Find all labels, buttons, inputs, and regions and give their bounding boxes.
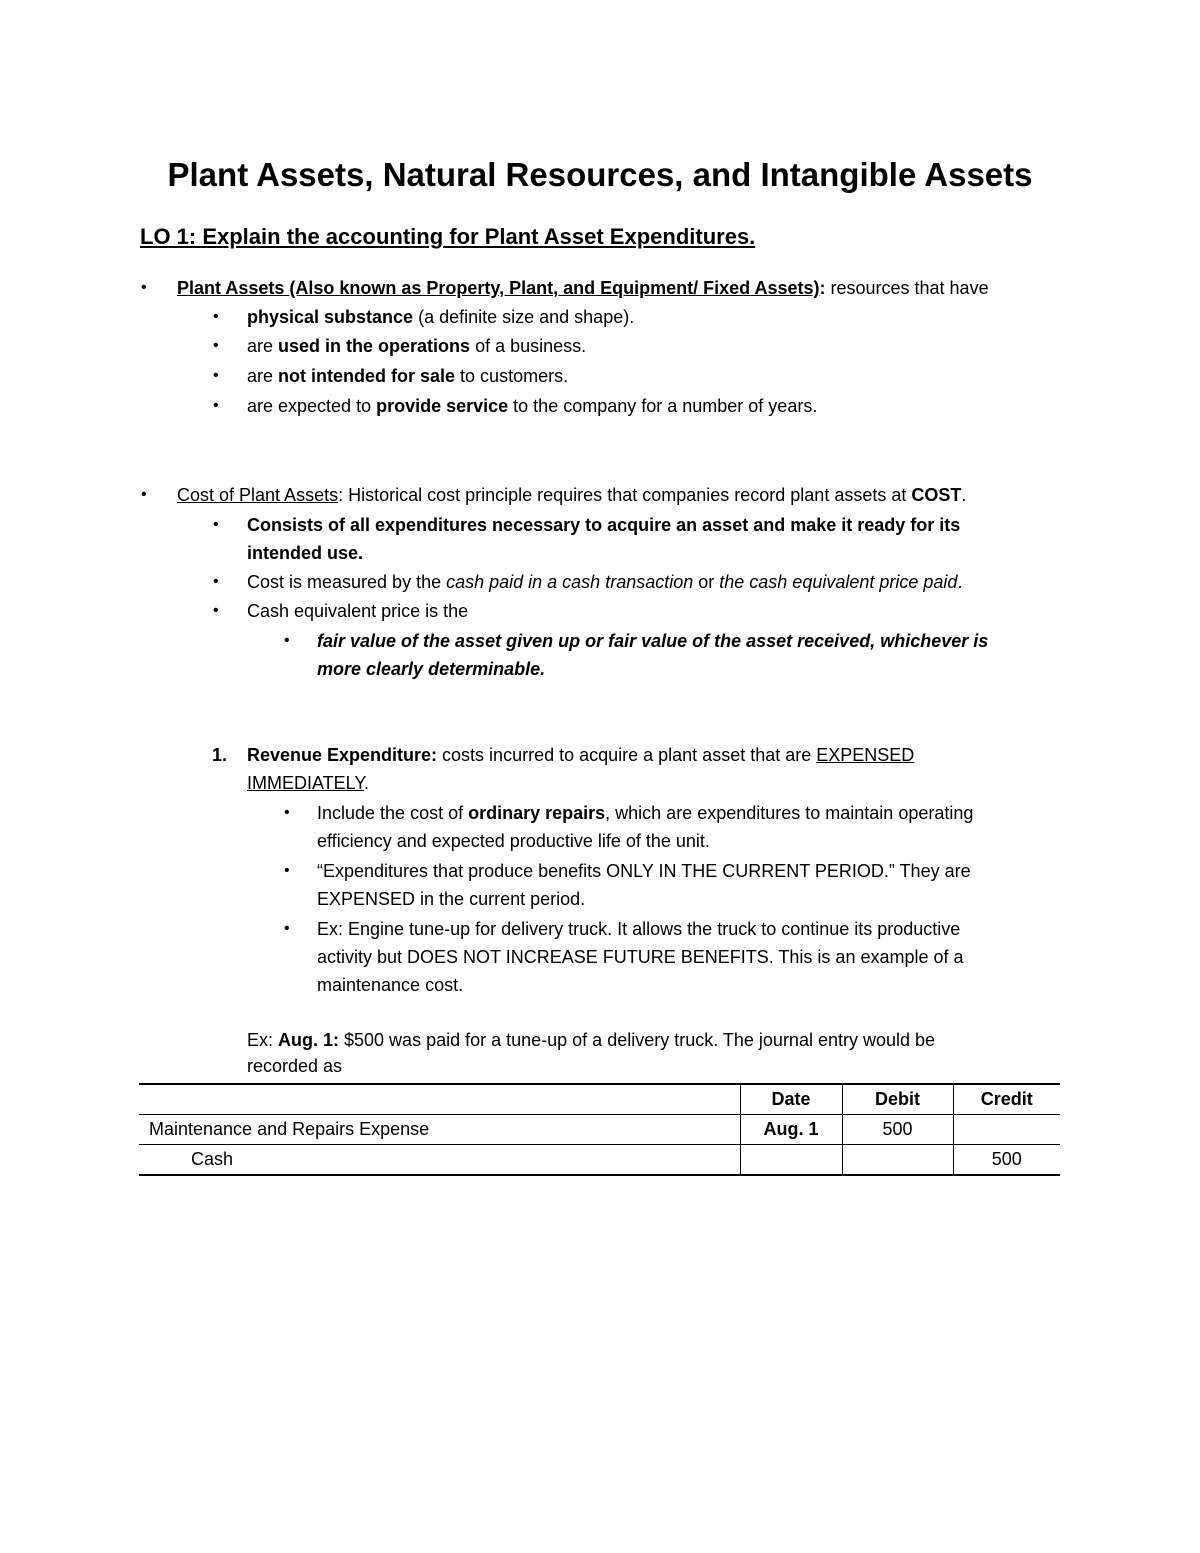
cost-of-plant-assets-definition: Cost of Plant Assets: Historical cost principle requires that companies record plant assets at COST. [177, 485, 967, 505]
header-cell-account [139, 1084, 740, 1115]
journal-entry-table [139, 1083, 1060, 1176]
bullet-icon: • [213, 337, 219, 354]
bullet-icon: • [284, 632, 290, 649]
page-title: Plant Assets, Natural Resources, and Intangible Assets [167, 156, 1033, 193]
list-item-continuation: EXPENSED in the current period. [317, 889, 586, 909]
cost-term: Cost of Plant Assets [177, 485, 339, 505]
bullet-icon: • [213, 573, 219, 590]
list-item: Consists of all expenditures necessary to acquire an asset and make it ready for its [247, 515, 961, 535]
list-item: “Expenditures that produce benefits ONLY IN THE CURRENT PERIOD.” They are [317, 861, 971, 881]
debit-cell [842, 1145, 953, 1176]
credit-cell [953, 1115, 1060, 1145]
bullet-icon: • [213, 397, 219, 414]
account-cell: Cash [139, 1145, 740, 1176]
bullet-icon: • [284, 804, 290, 821]
list-item: are not intended for sale to customers. [247, 366, 569, 386]
credit-cell: 500 [953, 1145, 1060, 1176]
example-text: Ex: Aug. 1: $500 was paid for a tune-up of a delivery truck. The journal entry would be [247, 1030, 936, 1050]
list-item: Cash equivalent price is the [247, 601, 469, 621]
table-row [139, 1115, 1060, 1145]
list-item-continuation: maintenance cost. [317, 975, 464, 995]
bullet-icon: • [213, 308, 219, 325]
plant-assets-term: Plant Assets (Also known as Property, Plant, and Equipment/ Fixed Assets) [177, 278, 820, 298]
list-item: physical substance (a definite size and shape). [247, 307, 635, 327]
plant-assets-definition: Plant Assets (Also known as Property, Plant, and Equipment/ Fixed Assets): resources that have [177, 278, 989, 298]
table-header-row [139, 1084, 1060, 1115]
learning-objective-heading: LO 1: Explain the accounting for Plant Asset Expenditures. [140, 224, 756, 249]
date-cell [740, 1145, 842, 1176]
list-item: Cost is measured by the cash paid in a cash transaction or the cash equivalent price paid. [247, 572, 963, 592]
list-item-continuation: activity but DOES NOT INCREASE FUTURE BENEFITS. This is an example of a [317, 947, 964, 967]
bullet-icon: • [213, 367, 219, 384]
bullet-icon: • [141, 486, 147, 503]
header-cell-credit: Credit [953, 1084, 1060, 1115]
header-cell-debit: Debit [842, 1084, 953, 1115]
sub-list-item-continuation: more clearly determinable. [317, 659, 546, 679]
revenue-expenditure-definition: Revenue Expenditure: costs incurred to acquire a plant asset that are EXPENSED [247, 745, 915, 765]
header-cell-date: Date [740, 1084, 842, 1115]
date-cell: Aug. 1 [740, 1115, 842, 1145]
example-text-continuation: recorded as [247, 1056, 343, 1076]
bullet-icon: • [213, 602, 219, 619]
list-item: Include the cost of ordinary repairs, which are expenditures to maintain operating [317, 803, 974, 823]
bullet-icon: • [141, 279, 147, 296]
list-item-continuation: intended use. [247, 543, 364, 563]
sub-list-item: fair value of the asset given up or fair value of the asset received, whichever is [317, 631, 989, 651]
bullet-icon: • [284, 862, 290, 879]
list-item: are used in the operations of a business. [247, 336, 587, 356]
bullet-icon: • [213, 516, 219, 533]
table-row [139, 1145, 1060, 1176]
list-number: 1. [212, 745, 228, 765]
debit-cell: 500 [842, 1115, 953, 1145]
account-cell: Maintenance and Repairs Expense [139, 1115, 740, 1145]
list-item: Ex: Engine tune-up for delivery truck. It allows the truck to continue its productive [317, 919, 961, 939]
list-item: are expected to provide service to the company for a number of years. [247, 396, 818, 416]
revenue-expenditure-continuation: IMMEDIATELY. [247, 773, 370, 793]
list-item-continuation: efficiency and expected productive life of the unit. [317, 831, 710, 851]
bullet-icon: • [284, 920, 290, 937]
